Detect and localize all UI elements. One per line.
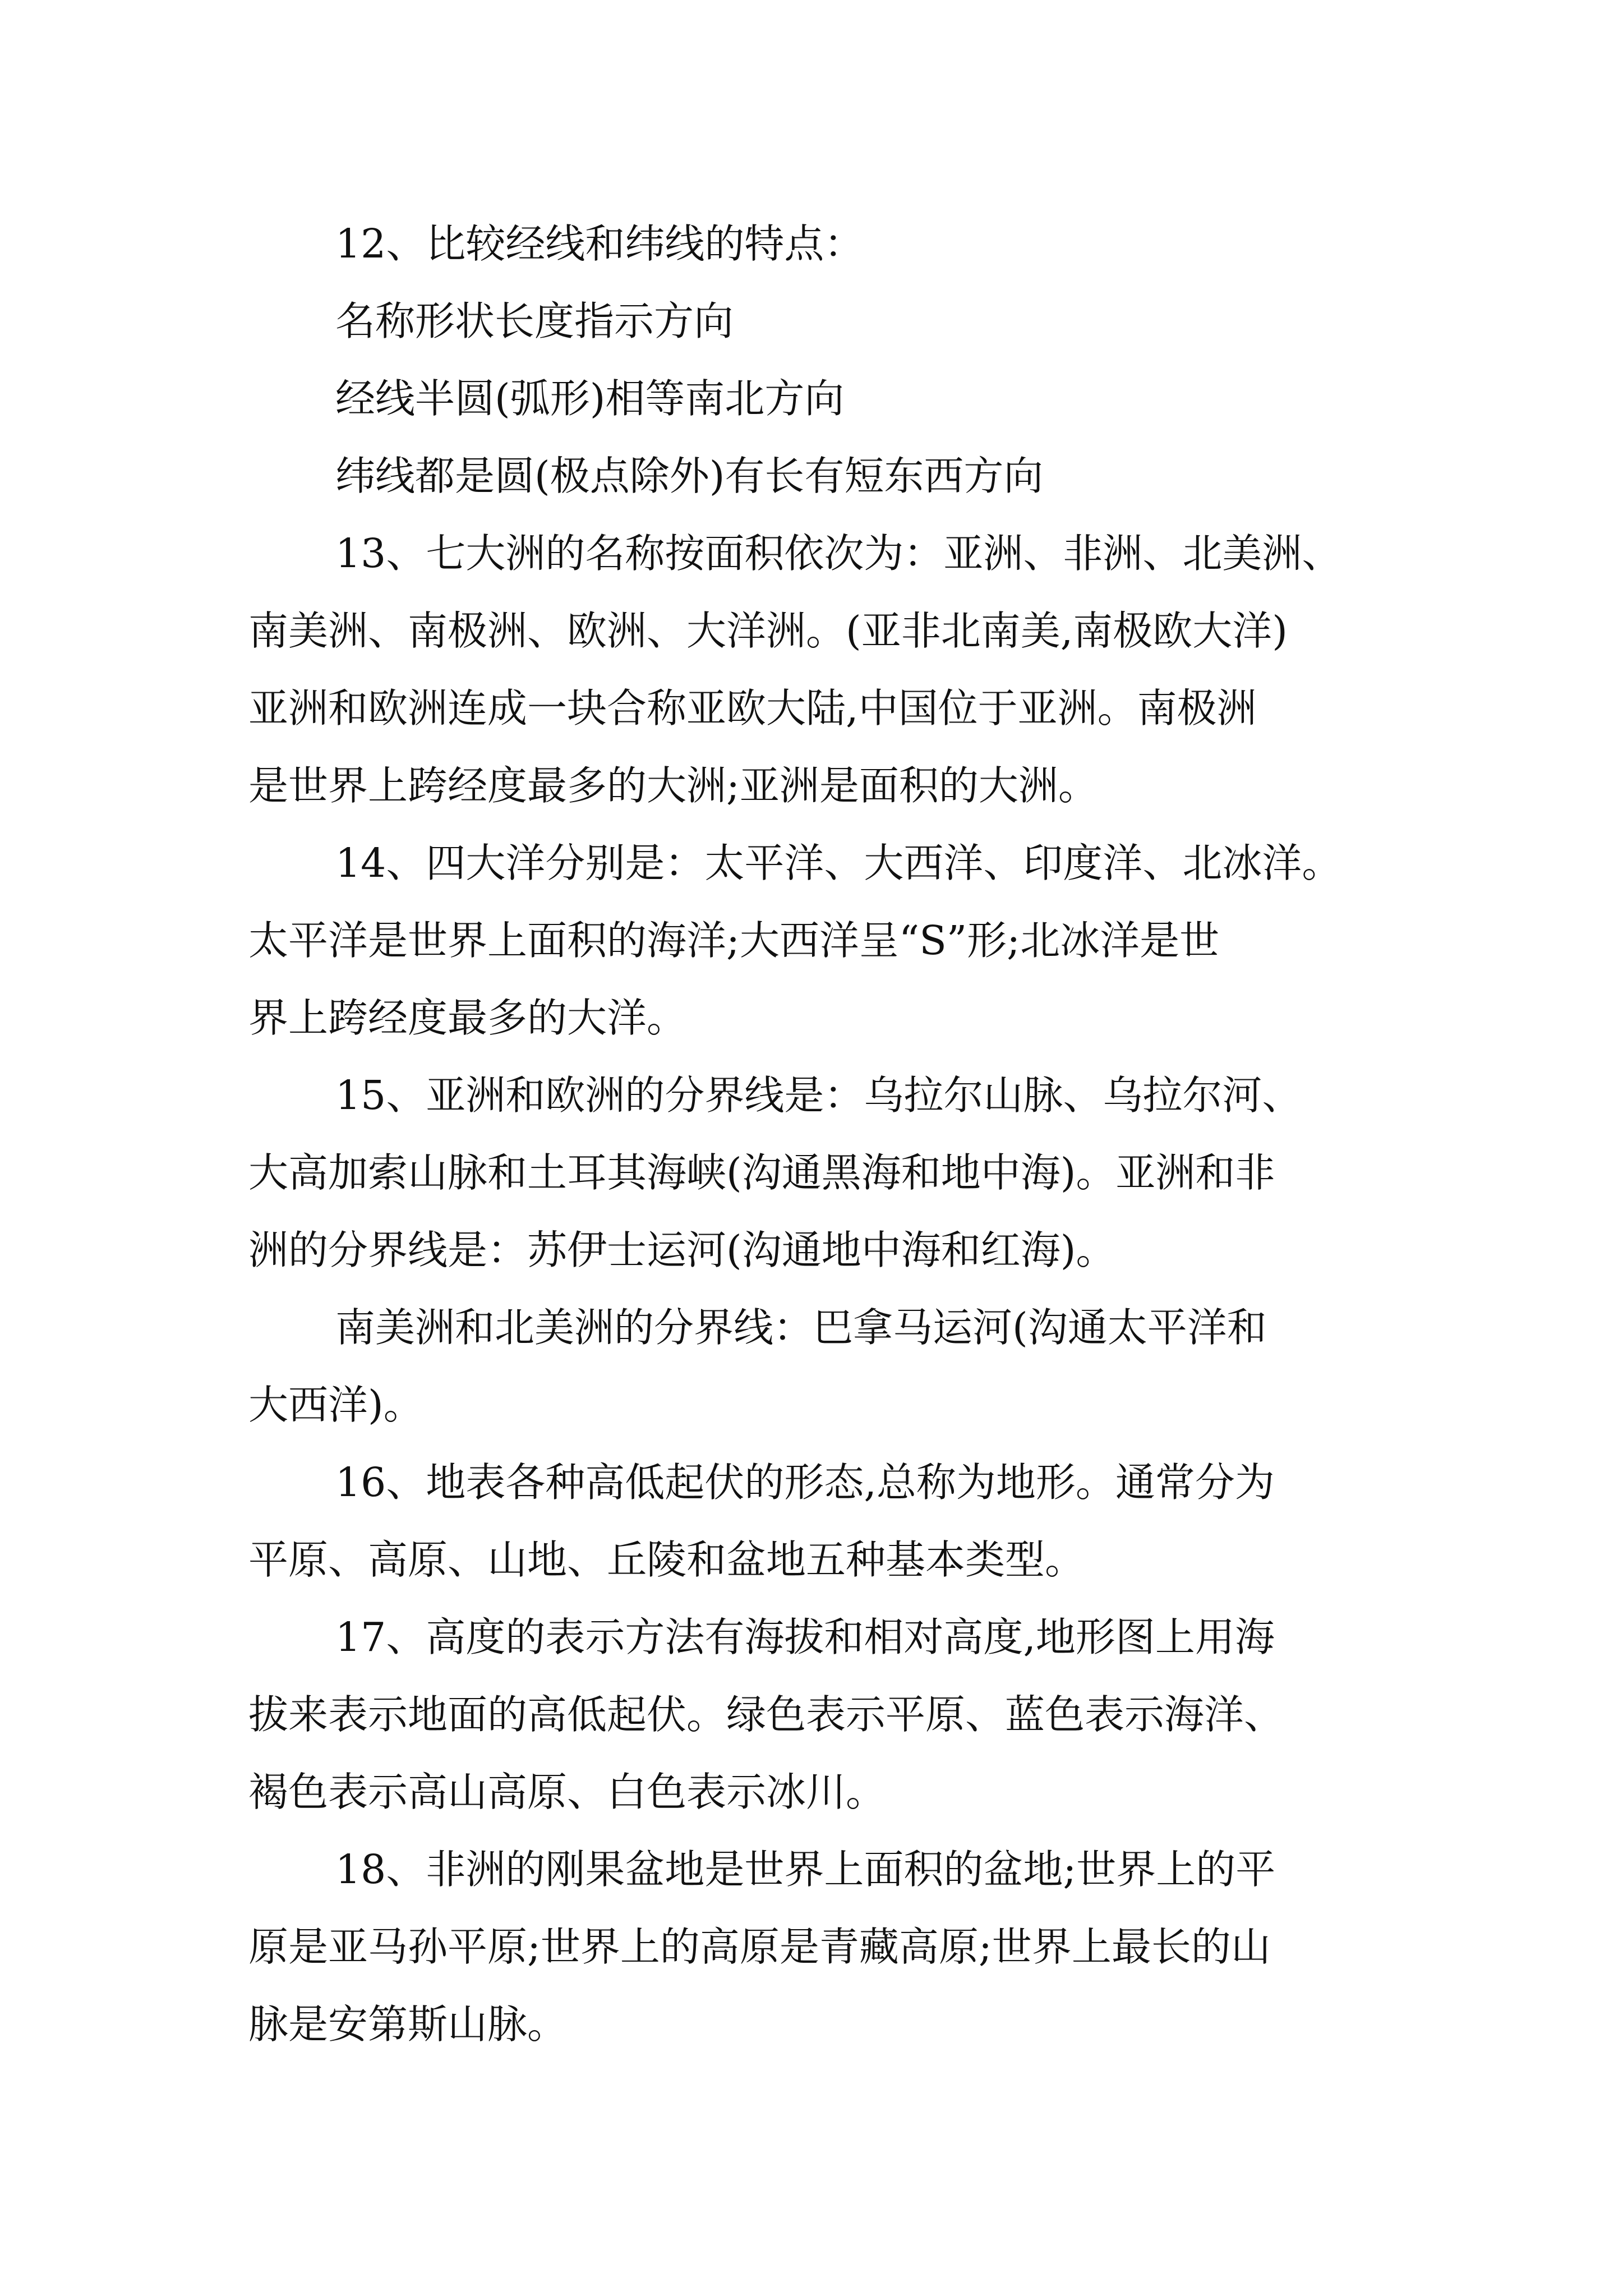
text-line: 大西洋)。 bbox=[248, 1382, 423, 1428]
text-line: 16、地表各种高低起伏的形态,总称为地形。通常分为 bbox=[335, 1459, 1275, 1506]
text-line: 18、非洲的刚果盆地是世界上面积的盆地;世界上的平 bbox=[335, 1846, 1276, 1893]
text-line: 17、高度的表示方法有海拔和相对高度,地形图上用海 bbox=[335, 1614, 1275, 1660]
text-line: 14、四大洋分别是：太平洋、大西洋、印度洋、北冰洋。 bbox=[335, 840, 1342, 886]
text-line: 是世界上跨经度最多的大洲;亚洲是面积的大洲。 bbox=[248, 762, 1098, 809]
text-line: 洲的分界线是：苏伊士运河(沟通地中海和红海)。 bbox=[248, 1227, 1116, 1273]
text-line: 原是亚马孙平原;世界上的高原是青藏高原;世界上最长的山 bbox=[248, 1924, 1271, 1970]
text-line: 界上跨经度最多的大洋。 bbox=[248, 995, 687, 1041]
text-line: 纬线都是圆(极点除外)有长有短东西方向 bbox=[335, 453, 1044, 499]
text-line: 平原、高原、山地、丘陵和盆地五种基本类型。 bbox=[248, 1536, 1085, 1583]
text-line: 大高加索山脉和土耳其海峡(沟通黑海和地中海)。亚洲和非 bbox=[248, 1149, 1275, 1196]
text-line: 亚洲和欧洲连成一块合称亚欧大陆,中国位于亚洲。南极洲 bbox=[248, 685, 1257, 731]
text-line: 脉是安第斯山脉。 bbox=[248, 2001, 568, 2047]
text-line: 名称形状长度指示方向 bbox=[335, 298, 734, 344]
text-line: 南美洲、南极洲、欧洲、大洋洲。(亚非北南美,南极欧大洋) bbox=[248, 608, 1288, 654]
text-line: 13、七大洲的名称按面积依次为：亚洲、非洲、北美洲、 bbox=[335, 530, 1342, 577]
text-line: 15、亚洲和欧洲的分界线是：乌拉尔山脉、乌拉尔河、 bbox=[335, 1072, 1302, 1119]
text-line: 太平洋是世界上面积的海洋;大西洋呈“S”形;北冰洋是世 bbox=[248, 917, 1220, 964]
text-line: 12、比较经线和纬线的特点： bbox=[335, 220, 864, 267]
text-line: 褐色表示高山高原、白色表示冰川。 bbox=[248, 1769, 886, 1815]
text-line: 经线半圆(弧形)相等南北方向 bbox=[335, 375, 845, 422]
text-line: 南美洲和北美洲的分界线：巴拿马运河(沟通太平洋和 bbox=[335, 1304, 1267, 1351]
text-line: 拔来表示地面的高低起伏。绿色表示平原、蓝色表示海洋、 bbox=[248, 1691, 1284, 1738]
